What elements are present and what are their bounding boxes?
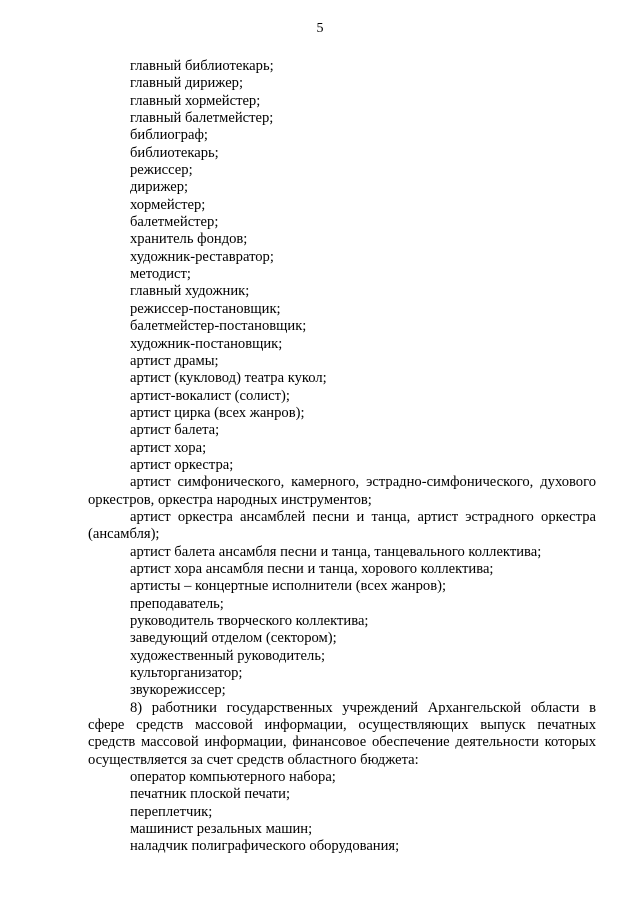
list-item: руководитель творческого коллектива; <box>130 613 369 629</box>
document-body <box>88 58 596 856</box>
list-item: артист хора ансамбля песни и танца, хорового коллектива; <box>130 560 494 577</box>
list-item: главный библиотекарь; <box>130 58 274 74</box>
list-item: машинист резальных машин; <box>130 821 313 838</box>
list-item: балетмейстер; <box>130 214 219 231</box>
list-item: артист драмы; <box>130 352 219 369</box>
list-item: балетмейстер-постановщик; <box>130 318 307 335</box>
list-item: наладчик полиграфического оборудования; <box>130 838 400 855</box>
list-item: культорганизатор; <box>130 665 243 682</box>
list-item: артист (кукловод) театра кукол; <box>130 370 327 387</box>
list-item: библиотекарь; <box>130 144 219 161</box>
list-item: печатник плоской печати; <box>130 786 291 803</box>
list-item: художник-реставратор; <box>130 248 274 265</box>
paragraph-symphonic-orchestras: артист симфонического, камерного, эстрадно-симфонического, духового оркестров, оркестра народных инструментов; <box>88 474 596 508</box>
paragraph-section-8: 8) работники государственных учреждений Архангельской области в сфере средств массовой информации, осуществляющих выпуск печатных средств массовой информации, финансовое обеспечение деятельности которых осуществляется за счет средств областного бюджета: <box>88 699 596 768</box>
paragraph-ensemble-orchestras: артист оркестра ансамблей песни и танца, артист эстрадного оркестра (ансамбля); <box>88 508 596 543</box>
list-item: главный дирижер; <box>130 75 244 92</box>
list-item: художественный руководитель; <box>130 647 326 664</box>
list-item: хранитель фондов; <box>130 231 248 248</box>
list-item: оператор компьютерного набора; <box>130 769 336 786</box>
list-item: библиограф; <box>130 127 208 144</box>
list-item: артист цирка (всех жанров); <box>130 404 305 421</box>
list-item: дирижер; <box>130 179 189 196</box>
list-item: артист балета ансамбля песни и танца, танцевального коллектива; <box>130 543 542 560</box>
list-item: артист оркестра; <box>130 456 234 473</box>
list-item: методист; <box>130 266 191 283</box>
list-item: главный балетмейстер; <box>130 110 274 127</box>
list-item: артисты – концертные исполнители (всех жанров); <box>130 578 447 595</box>
list-item: артист-вокалист (солист); <box>130 387 290 404</box>
list-item: заведующий отделом (сектором); <box>130 630 337 647</box>
page-number: 5 <box>316 21 324 36</box>
list-item: артист хора; <box>130 439 207 456</box>
list-item: преподаватель; <box>130 595 224 612</box>
list-item: режиссер-постановщик; <box>130 300 281 317</box>
list-item: художник-постановщик; <box>130 335 283 352</box>
list-item: артист балета; <box>130 422 220 439</box>
list-item: звукорежиссер; <box>130 682 226 699</box>
list-item: режиссер; <box>130 162 193 179</box>
list-item: переплетчик; <box>130 803 213 820</box>
list-item: хормейстер; <box>130 196 206 213</box>
list-item: главный художник; <box>130 283 250 300</box>
list-item: главный хормейстер; <box>130 92 261 109</box>
